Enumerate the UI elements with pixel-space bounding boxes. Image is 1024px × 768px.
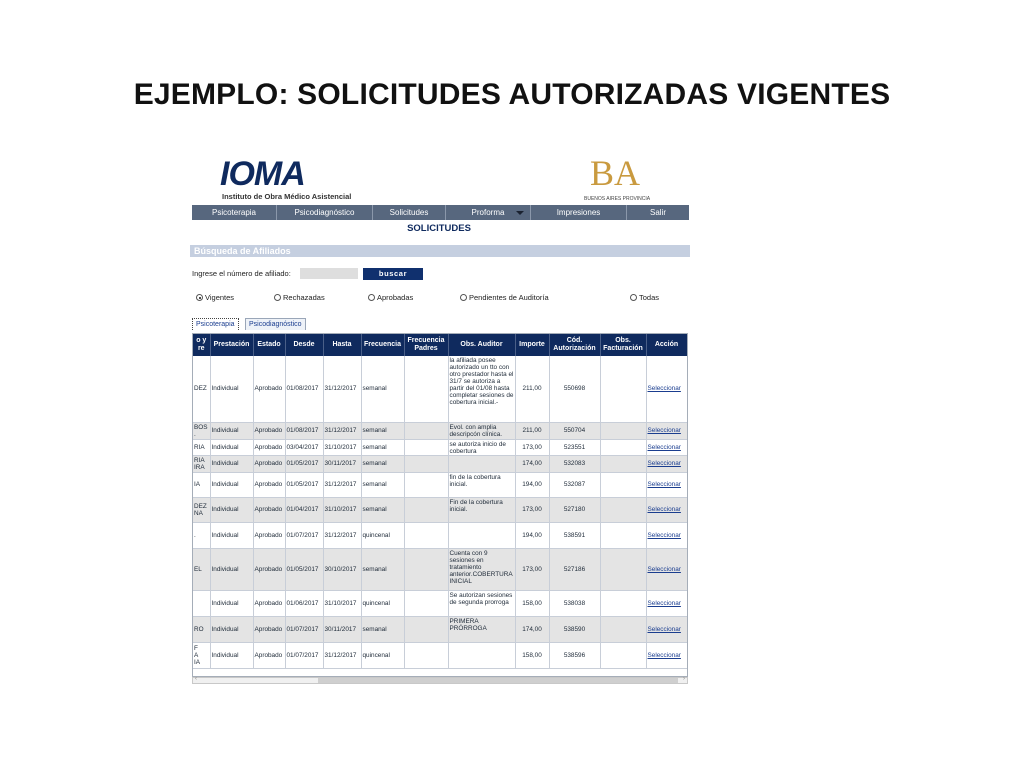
cell-importe: 174,00 (515, 616, 549, 642)
table-row (193, 472, 687, 497)
cell-accion[interactable]: Seleccionar (646, 522, 687, 548)
tab-psicoterapia[interactable]: Psicoterapia (192, 318, 239, 330)
column-header: Cód. Autorización (549, 334, 600, 356)
cell-desde: 01/07/2017 (285, 616, 323, 642)
cell-frecuencia: semanal (361, 422, 404, 439)
nav-item-proforma-label: Proforma (471, 208, 505, 217)
cell-hasta: 31/10/2017 (323, 497, 361, 522)
cell-padres (404, 616, 448, 642)
scrollbar-thumb[interactable] (318, 678, 678, 683)
cell-padres (404, 590, 448, 616)
table-row (193, 439, 687, 455)
scroll-right-icon[interactable]: › (683, 676, 685, 682)
cell-obs: Cuenta con 9 sesiones en tratamiento anterior.COBERTURA INICIAL (448, 548, 515, 590)
cell-desde: 01/04/2017 (285, 497, 323, 522)
cell-accion[interactable]: Seleccionar (646, 356, 687, 422)
column-header: Importe (515, 334, 549, 356)
cell-estado: Aprobado (253, 356, 285, 422)
app-screenshot (190, 150, 692, 686)
cell-importe: 173,00 (515, 497, 549, 522)
cell-codigo: 527186 (549, 548, 600, 590)
cell-hasta: 31/10/2017 (323, 439, 361, 455)
cell-name: BOS . (193, 422, 210, 439)
cell-importe: 194,00 (515, 522, 549, 548)
cell-frecuencia: semanal (361, 548, 404, 590)
scroll-left-icon[interactable]: ‹ (195, 676, 197, 682)
cell-codigo: 550698 (549, 356, 600, 422)
cell-facturacion (600, 472, 646, 497)
table-row (193, 642, 687, 668)
cell-codigo: 550704 (549, 422, 600, 439)
cell-estado: Aprobado (253, 497, 285, 522)
cell-frecuencia: semanal (361, 455, 404, 472)
cell-padres (404, 548, 448, 590)
filter-option[interactable] (460, 293, 549, 302)
ioma-subtitle: Instituto de Obra Médico Asistencial (222, 192, 352, 201)
cell-accion[interactable]: Seleccionar (646, 548, 687, 590)
filter-option-label: Pendientes de Auditoría (469, 293, 549, 302)
horizontal-scrollbar[interactable] (192, 677, 688, 684)
cell-facturacion (600, 642, 646, 668)
cell-estado: Aprobado (253, 455, 285, 472)
filter-option-label: Rechazadas (283, 293, 325, 302)
ba-logo (584, 154, 674, 204)
radio-button[interactable] (368, 294, 375, 301)
cell-hasta: 31/12/2017 (323, 522, 361, 548)
cell-estado: Aprobado (253, 439, 285, 455)
filter-option-label: Aprobadas (377, 293, 414, 302)
cell-padres (404, 522, 448, 548)
cell-name: . (193, 522, 210, 548)
cell-desde: 01/05/2017 (285, 472, 323, 497)
column-header: Prestación (210, 334, 253, 356)
nav-item-psicodiagnostico[interactable]: Psicodiagnóstico (277, 205, 373, 220)
cell-obs (448, 522, 515, 548)
cell-frecuencia: quincenal (361, 590, 404, 616)
column-header: Acción (646, 334, 687, 356)
cell-prestacion: Individual (210, 439, 253, 455)
cell-padres (404, 439, 448, 455)
cell-obs: fin de la cobertura inicial. (448, 472, 515, 497)
cell-name: EL (193, 548, 210, 590)
cell-facturacion (600, 422, 646, 439)
radio-button[interactable] (196, 294, 203, 301)
affiliate-label: Ingrese el número de afiliado: (192, 269, 291, 278)
cell-frecuencia: semanal (361, 497, 404, 522)
cell-desde: 01/05/2017 (285, 548, 323, 590)
cell-facturacion (600, 548, 646, 590)
cell-codigo: 532087 (549, 472, 600, 497)
cell-accion[interactable]: Seleccionar (646, 472, 687, 497)
radio-button[interactable] (460, 294, 467, 301)
cell-estado: Aprobado (253, 472, 285, 497)
cell-codigo: 538596 (549, 642, 600, 668)
status-filters (196, 293, 686, 305)
cell-facturacion (600, 590, 646, 616)
cell-padres (404, 422, 448, 439)
cell-obs: Fin de la cobertura inicial. (448, 497, 515, 522)
cell-importe: 173,00 (515, 439, 549, 455)
cell-hasta: 30/11/2017 (323, 616, 361, 642)
cell-codigo: 527180 (549, 497, 600, 522)
cell-frecuencia: quincenal (361, 642, 404, 668)
cell-name: DEZ (193, 356, 210, 422)
tab-psicodiagnostico[interactable]: Psicodiagnóstico (245, 318, 306, 330)
table-row (193, 356, 687, 422)
column-header: Frecuencia Padres (404, 334, 448, 356)
cell-facturacion (600, 616, 646, 642)
cell-name (193, 590, 210, 616)
cell-estado: Aprobado (253, 548, 285, 590)
cell-frecuencia: semanal (361, 356, 404, 422)
table-row (193, 548, 687, 590)
column-header: Frecuencia (361, 334, 404, 356)
cell-prestacion: Individual (210, 522, 253, 548)
chevron-down-icon (516, 211, 524, 215)
cell-frecuencia: semanal (361, 439, 404, 455)
cell-importe: 158,00 (515, 642, 549, 668)
cell-importe: 211,00 (515, 356, 549, 422)
cell-codigo: 523551 (549, 439, 600, 455)
ioma-wordmark: IOMA (220, 155, 305, 193)
main-nav (192, 205, 689, 220)
cell-accion[interactable]: Seleccionar (646, 642, 687, 668)
nav-item-proforma[interactable] (446, 205, 531, 220)
cell-frecuencia: quincenal (361, 522, 404, 548)
cell-accion[interactable]: Seleccionar (646, 590, 687, 616)
table-row (193, 522, 687, 548)
cell-accion[interactable]: Seleccionar (646, 455, 687, 472)
ba-mark: BA (590, 153, 641, 193)
cell-prestacion: Individual (210, 472, 253, 497)
table-row (193, 616, 687, 642)
cell-obs: Se autorizan sesiones de segunda prorroga (448, 590, 515, 616)
table-row (193, 455, 687, 472)
cell-prestacion: Individual (210, 590, 253, 616)
cell-facturacion (600, 439, 646, 455)
cell-facturacion (600, 497, 646, 522)
column-header: Obs. Facturación (600, 334, 646, 356)
page-heading: SOLICITUDES (407, 223, 471, 234)
cell-frecuencia: semanal (361, 472, 404, 497)
cell-padres (404, 642, 448, 668)
cell-accion[interactable]: Seleccionar (646, 497, 687, 522)
cell-estado: Aprobado (253, 590, 285, 616)
cell-facturacion (600, 522, 646, 548)
cell-obs (448, 455, 515, 472)
table-row (193, 497, 687, 522)
cell-accion[interactable]: Seleccionar (646, 439, 687, 455)
cell-codigo: 538591 (549, 522, 600, 548)
cell-obs: Evol. con amplia descripcón clínica. (448, 422, 515, 439)
cell-hasta: 31/12/2017 (323, 422, 361, 439)
cell-obs: se autoriza inicio de cobertura (448, 439, 515, 455)
cell-padres (404, 497, 448, 522)
cell-hasta: 31/12/2017 (323, 356, 361, 422)
cell-desde: 01/08/2017 (285, 422, 323, 439)
filter-option[interactable] (630, 293, 659, 302)
cell-name: RO (193, 616, 210, 642)
cell-hasta: 31/12/2017 (323, 642, 361, 668)
cell-hasta: 31/10/2017 (323, 590, 361, 616)
cell-facturacion (600, 455, 646, 472)
cell-name: F A IA (193, 642, 210, 668)
cell-hasta: 31/12/2017 (323, 472, 361, 497)
cell-estado: Aprobado (253, 522, 285, 548)
cell-prestacion: Individual (210, 642, 253, 668)
filter-option-label: Todas (639, 293, 660, 302)
column-header: o y re (193, 334, 210, 356)
cell-codigo: 538590 (549, 616, 600, 642)
search-section-header: Búsqueda de Afiliados (190, 245, 690, 257)
cell-hasta: 30/11/2017 (323, 455, 361, 472)
cell-prestacion: Individual (210, 497, 253, 522)
cell-facturacion (600, 356, 646, 422)
cell-accion[interactable]: Seleccionar (646, 422, 687, 439)
cell-importe: 194,00 (515, 472, 549, 497)
cell-prestacion: Individual (210, 356, 253, 422)
nav-item-impresiones[interactable]: Impresiones (531, 205, 627, 220)
cell-obs: la afiliada posee autorizado un tto con otro prestador hasta el 31/7 se autoriza a partir del 01/08 hasta completar sesiones de cobertura inicial.- (448, 356, 515, 422)
cell-importe: 173,00 (515, 548, 549, 590)
search-button[interactable]: buscar (363, 268, 423, 280)
table-header-row (193, 334, 687, 356)
cell-desde: 01/08/2017 (285, 356, 323, 422)
cell-padres (404, 472, 448, 497)
column-header: Desde (285, 334, 323, 356)
cell-obs (448, 642, 515, 668)
table-row (193, 590, 687, 616)
cell-prestacion: Individual (210, 422, 253, 439)
column-header: Obs. Auditor (448, 334, 515, 356)
radio-button[interactable] (274, 294, 281, 301)
cell-codigo: 532083 (549, 455, 600, 472)
cell-codigo: 538038 (549, 590, 600, 616)
cell-prestacion: Individual (210, 548, 253, 590)
cell-estado: Aprobado (253, 422, 285, 439)
nav-item-psicoterapia[interactable]: Psicoterapia (192, 205, 277, 220)
cell-estado: Aprobado (253, 642, 285, 668)
cell-accion[interactable]: Seleccionar (646, 616, 687, 642)
cell-desde: 01/07/2017 (285, 522, 323, 548)
cell-importe: 211,00 (515, 422, 549, 439)
cell-desde: 01/05/2017 (285, 455, 323, 472)
cell-prestacion: Individual (210, 455, 253, 472)
requests-table (192, 333, 688, 677)
cell-name: IA (193, 472, 210, 497)
column-header: Hasta (323, 334, 361, 356)
cell-prestacion: Individual (210, 616, 253, 642)
radio-button[interactable] (630, 294, 637, 301)
cell-padres (404, 455, 448, 472)
cell-desde: 01/07/2017 (285, 642, 323, 668)
slide-title: EJEMPLO: SOLICITUDES AUTORIZADAS VIGENTES (133, 78, 891, 111)
ba-caption: BUENOS AIRES PROVINCIA (584, 196, 651, 202)
filter-option[interactable] (274, 293, 325, 302)
cell-importe: 158,00 (515, 590, 549, 616)
cell-name: RIA IRA (193, 455, 210, 472)
cell-frecuencia: semanal (361, 616, 404, 642)
cell-name: RIA (193, 439, 210, 455)
cell-name: DEZ NA (193, 497, 210, 522)
cell-desde: 03/04/2017 (285, 439, 323, 455)
cell-estado: Aprobado (253, 616, 285, 642)
column-header: Estado (253, 334, 285, 356)
filter-option[interactable] (368, 293, 413, 302)
cell-desde: 01/06/2017 (285, 590, 323, 616)
nav-item-solicitudes[interactable]: Solicitudes (373, 205, 446, 220)
cell-importe: 174,00 (515, 455, 549, 472)
cell-hasta: 30/10/2017 (323, 548, 361, 590)
cell-obs: PRIMERA PRÓRROGA (448, 616, 515, 642)
table-row (193, 422, 687, 439)
cell-padres (404, 356, 448, 422)
nav-item-salir[interactable]: Salir (649, 208, 666, 217)
affiliate-number-input[interactable] (300, 268, 358, 279)
filter-option[interactable] (196, 293, 234, 302)
ioma-logo (220, 156, 360, 206)
filter-option-label: Vigentes (205, 293, 235, 302)
